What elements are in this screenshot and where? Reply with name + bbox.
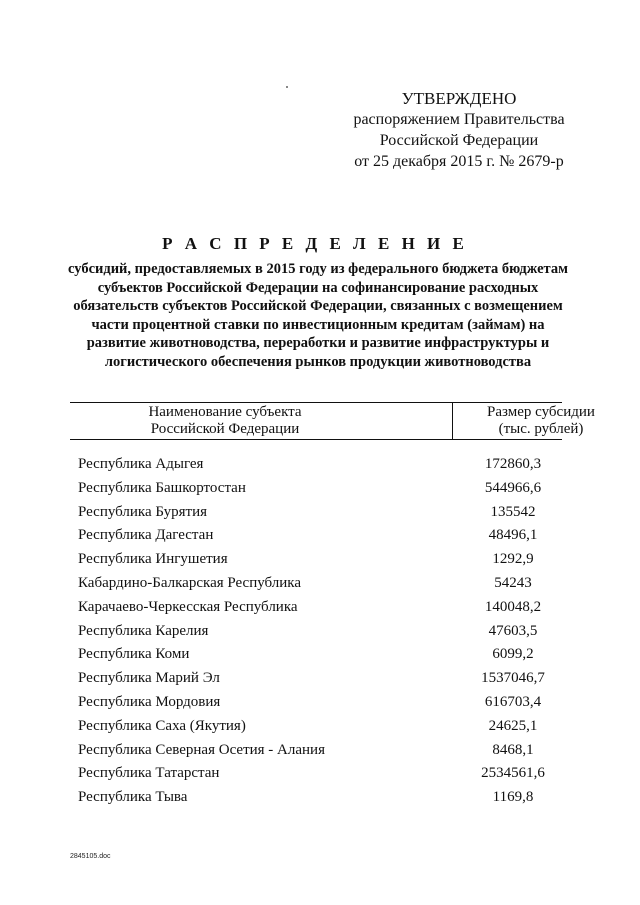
scan-speck [286, 86, 288, 88]
table-row [78, 572, 562, 596]
subject-name: Республика Северная Осетия - Алания [78, 741, 325, 758]
column-header-subject-line2: Российской Федерации [150, 421, 300, 437]
table-row [78, 548, 562, 572]
subject-name: Республика Карелия [78, 622, 209, 639]
table-row [78, 739, 562, 763]
subsidy-amount: 24625,1 [488, 717, 538, 734]
approval-title: УТВЕРЖДЕНО [401, 89, 517, 108]
table-row [78, 620, 562, 644]
approval-line-2: Российской Федерации [379, 132, 539, 149]
subject-name: Республика Адыгея [78, 456, 204, 472]
subject-name: Республика Марий Эл [78, 670, 220, 687]
subsidy-amount: 54243 [494, 574, 532, 591]
table-row [78, 762, 562, 786]
subsidy-amount: 2534561,6 [481, 765, 545, 782]
subsidy-amount: 6099,2 [492, 646, 534, 663]
subject-name: Республика Коми [78, 646, 190, 663]
subject-name: Республика Мордовия [78, 693, 221, 710]
subsidy-amount: 1292,9 [492, 551, 534, 568]
table-row [78, 786, 562, 810]
table-row [78, 667, 562, 691]
column-header-amount-line2: (тыс. рублей) [498, 421, 584, 437]
column-header-subject [70, 404, 380, 438]
table-header [70, 402, 595, 440]
document-heading: Р А С П Р Е Д Е Л Е Н И Е [162, 234, 468, 253]
subject-name: Республика Дагестан [78, 527, 214, 544]
table-row [78, 501, 562, 525]
table-body [78, 453, 562, 810]
approval-line-3: от 25 декабря 2015 г. № 2679-р [354, 153, 564, 170]
table-row [78, 691, 562, 715]
subject-name: Республика Ингушетия [78, 551, 228, 568]
subsidy-amount: 135542 [490, 503, 536, 520]
subsidy-amount: 140048,2 [484, 598, 542, 615]
subject-name: Республика Башкортостан [78, 479, 246, 496]
subsidy-amount: 47603,5 [488, 622, 538, 639]
subject-name: Республика Бурятия [78, 503, 208, 520]
table-row [78, 453, 562, 477]
subject-name: Республика Саха (Якутия) [78, 717, 246, 734]
column-header-subject-line1: Наименование субъекта [148, 404, 302, 420]
subject-name: Республика Тыва [78, 789, 188, 806]
column-header-amount [453, 404, 629, 438]
table-row [78, 477, 562, 501]
subject-name: Карачаево-Черкесская Республика [78, 598, 298, 615]
subsidy-amount: 8468,1 [492, 741, 534, 758]
subsidy-amount: 48496,1 [488, 527, 538, 544]
subsidy-amount: 544966,6 [484, 479, 542, 496]
subsidy-amount: 1537046,7 [481, 670, 545, 687]
subject-name: Республика Татарстан [78, 765, 220, 782]
table-row [78, 715, 562, 739]
subsidy-amount: 172860,3 [484, 456, 542, 472]
subsidy-amount: 616703,4 [484, 693, 542, 710]
column-header-amount-line1: Размер субсидии [487, 404, 595, 420]
document-subtitle: субсидий, предоставляемых в 2015 году из федерального бюджета бюджетам субъектов Российской Федерации на софинансирование расходных обязательств субъектов Российской Федерации, связанных с возмещением части процентной ставки по инвестиционным кредитам (займам) на развитие животноводства, переработки и развитие инфраструктуры и логистического обеспечения рынков продукции животноводства [68, 261, 568, 370]
subject-name: Кабардино-Балкарская Республика [78, 574, 302, 591]
approval-block [344, 88, 574, 172]
subsidy-amount: 1169,8 [492, 789, 534, 806]
table-row [78, 524, 562, 548]
table-row [78, 643, 562, 667]
approval-line-1: распоряжением Правительства [353, 111, 565, 128]
file-name-footer: 2845105.doc [70, 853, 111, 860]
table-row [78, 596, 562, 620]
